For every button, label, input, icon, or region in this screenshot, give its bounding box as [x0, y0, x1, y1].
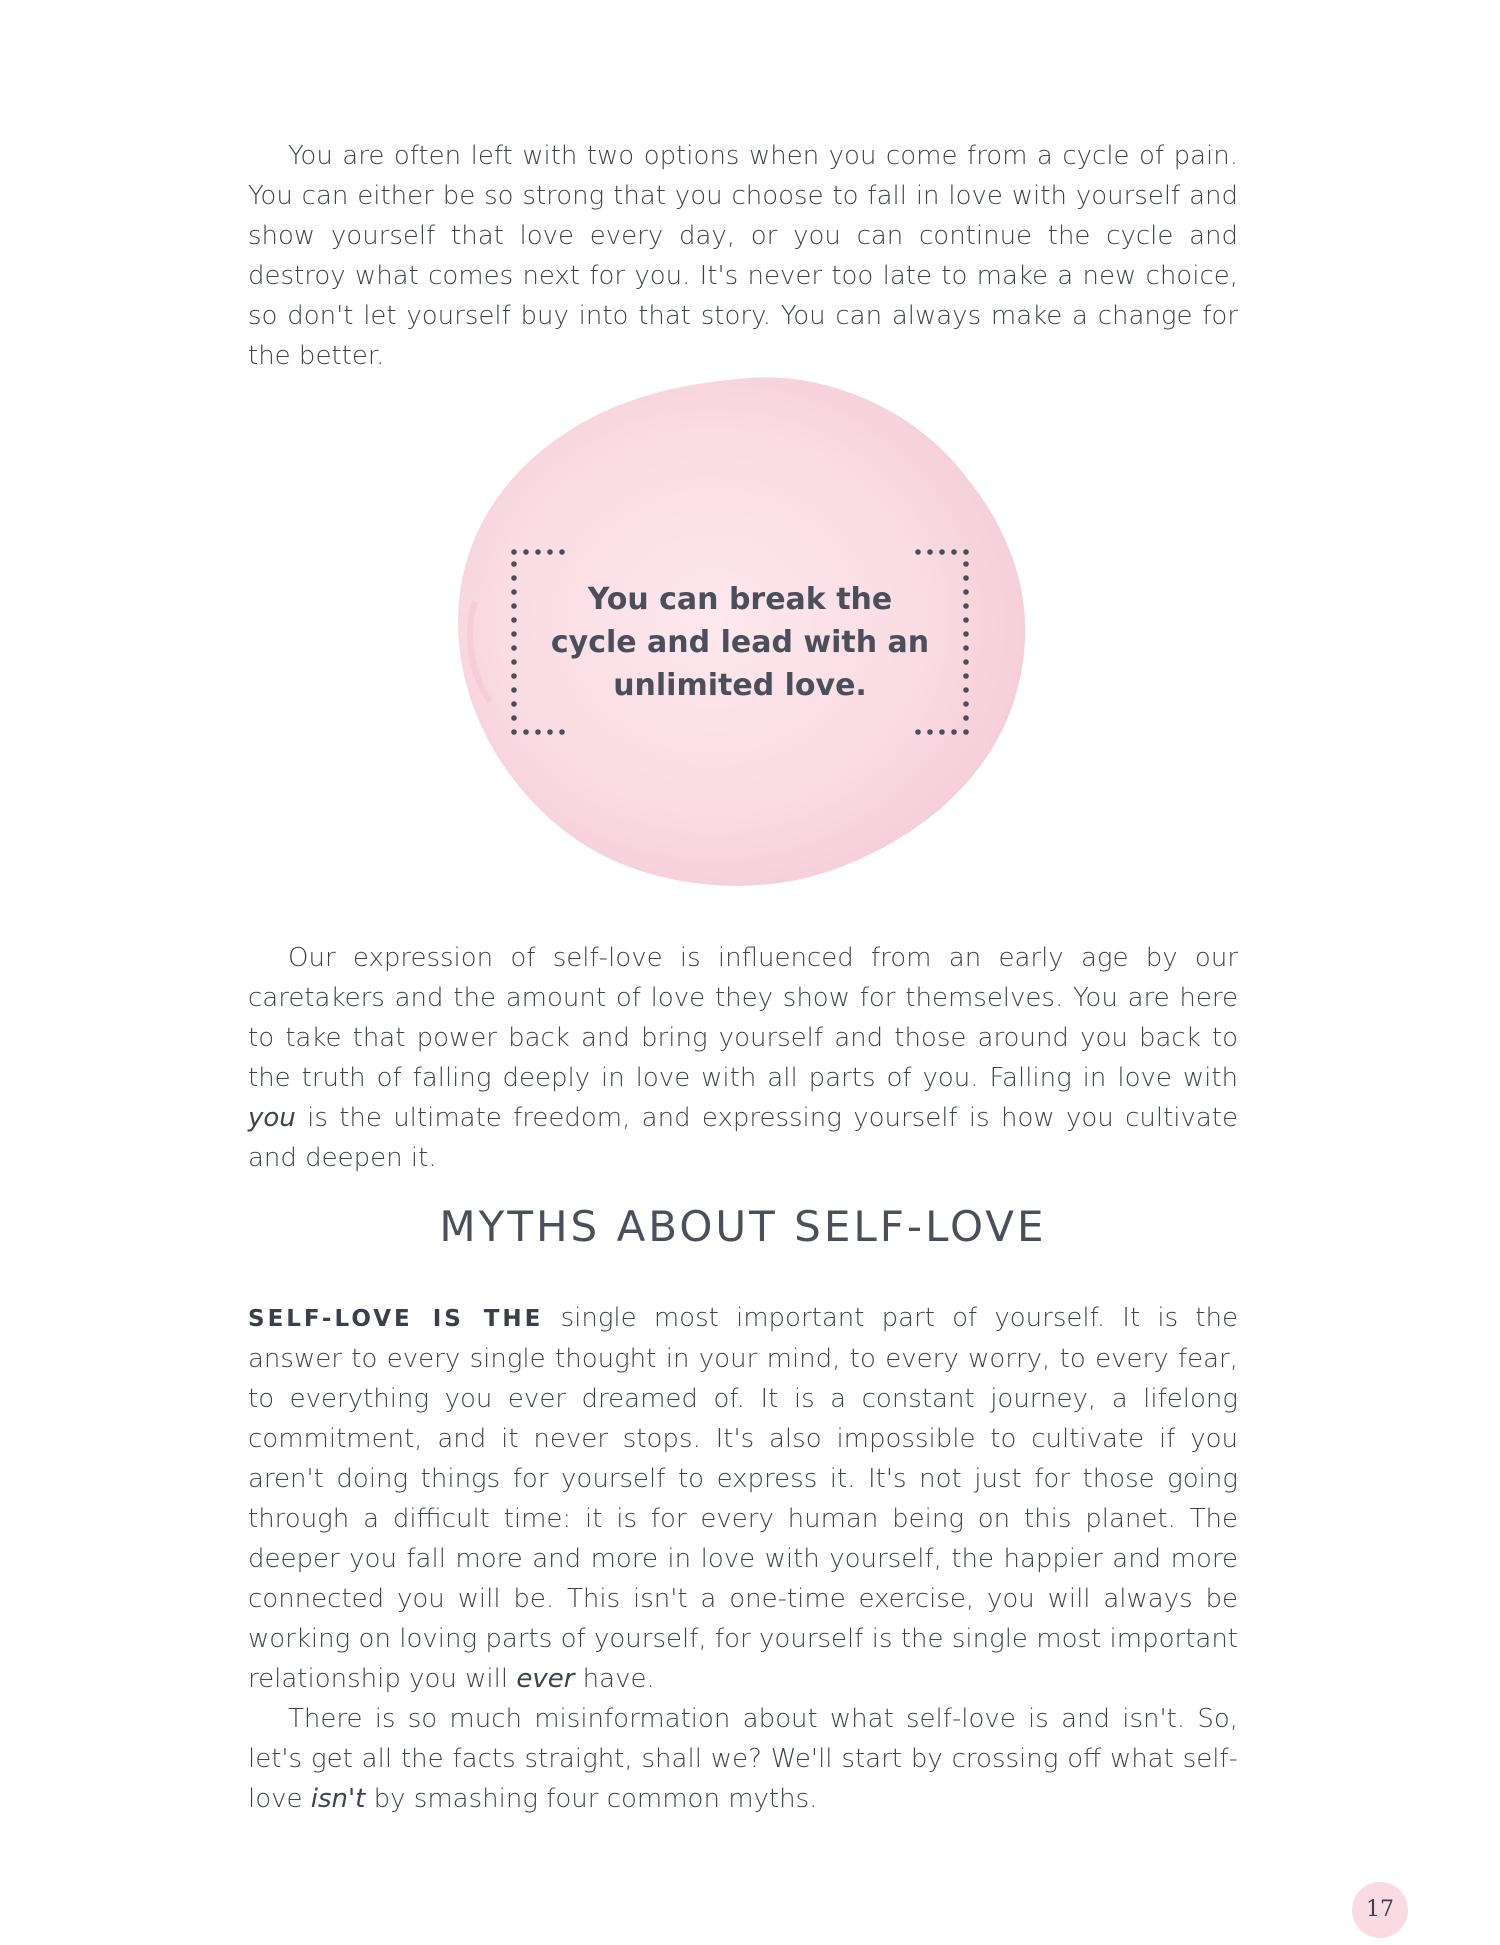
paragraph-text: Our expression of self-love is influenced from an early age by our caretakers and the amount of love they show for themselves. You are here to take that power back and bring yourself and those around you back to the truth of falling deeply in love with all parts of you. Falling in love with you is the ultimate freedom, and expressing yourself is how you cultivate and deepen it.: [248, 943, 1238, 1173]
lead-in: SELF-LOVE IS THE: [248, 1306, 544, 1332]
paragraph-text: You are often left with two options when you come from a cycle of pain. You can either be so strong that you choose to fall in love with yourself and show yourself that love every day, or you can continue the cycle and destroy what comes next for you. It's never too late to make a new choice, so don't let yourself buy into that story. You can always make a change for the better.: [248, 141, 1238, 371]
paragraph-text: SELF-LOVE IS THE single most important part of yourself. It is the answer to every single thought in your mind, to every worry, to every fear, to everything you ever dreamed of. It is a constant journey, a lifelong commitment, and it never stops. It's also impossible to cultivate if you aren't doing things for yourself to express it. It's not just for those going through a difficult time: it is for every human being on this planet. The deeper you fall more and more in love with yourself, the happier and more connected you will be. This isn't a one-time exercise, you will always be working on loving parts of yourself, for yourself is the single most important relationship you will ever have.: [248, 1303, 1238, 1694]
page-number-badge: [1352, 1882, 1408, 1938]
page-number: 17: [1352, 1882, 1408, 1938]
paragraph-text: There is so much misinformation about what self-love is and isn't. So, let's get all the facts straight, shall we? We'll start by crossing off what self-love isn't by smashing four common myths.: [248, 1704, 1238, 1814]
myths-section-body: [248, 1298, 1238, 1819]
callout-quote: You can break the cycle and lead with an unlimited love.: [550, 582, 930, 703]
self-love-expression-paragraph: [248, 938, 1238, 1178]
intro-paragraph: [248, 136, 1238, 376]
section-heading: MYTHS ABOUT SELF-LOVE: [439, 1202, 1047, 1251]
